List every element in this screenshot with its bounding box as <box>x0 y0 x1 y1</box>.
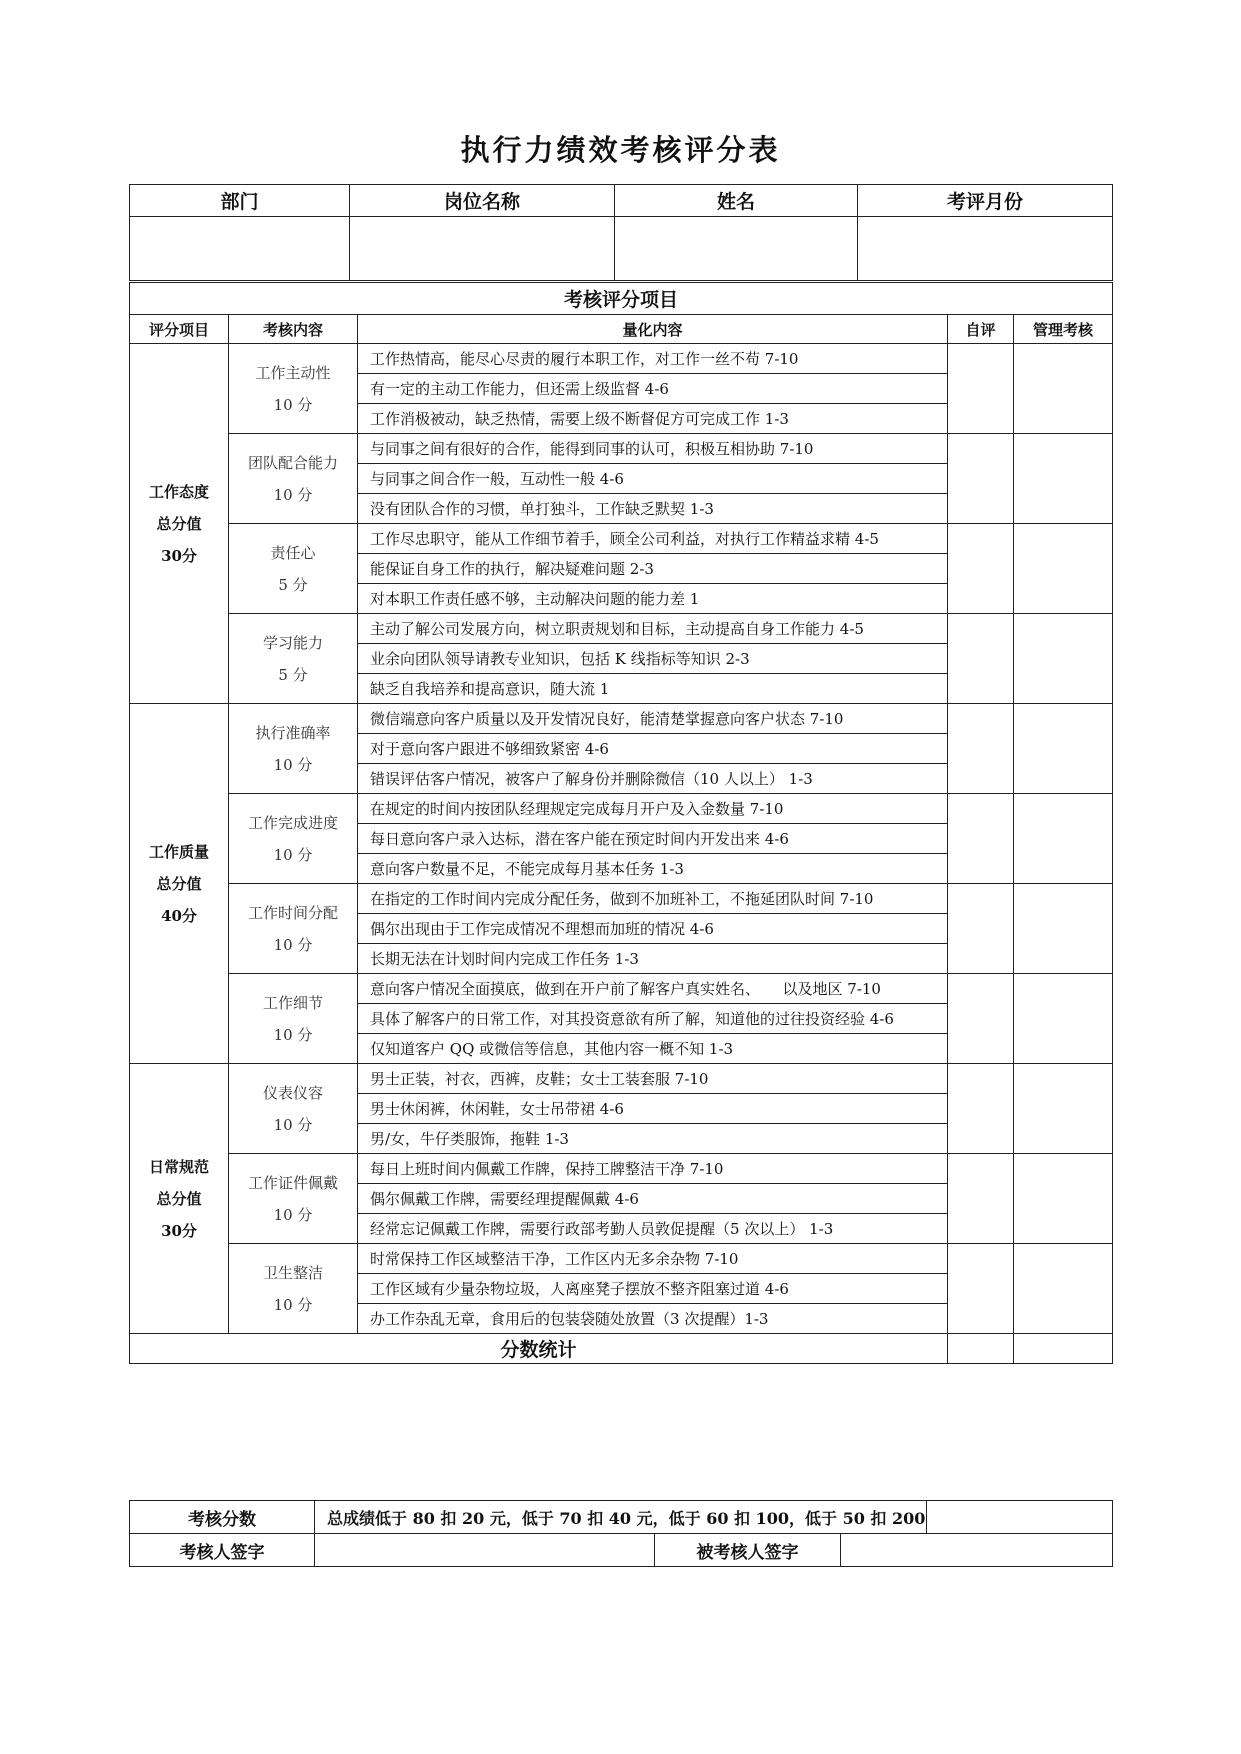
name-header: 姓名 <box>615 185 858 217</box>
self-eval-total-field[interactable] <box>948 1334 1014 1364</box>
subcategory-name: 工作主动性 <box>255 363 331 382</box>
criteria-item: 对于意向客户跟进不够细致紧密 4-6 <box>358 734 948 764</box>
manager-eval-field[interactable] <box>1014 344 1113 434</box>
manager-eval-field[interactable] <box>1014 704 1113 794</box>
criteria-item: 工作区域有少量杂物垃圾，人离座凳子摆放不整齐阻塞过道 4-6 <box>358 1274 948 1304</box>
month-header: 考评月份 <box>858 185 1113 217</box>
criteria-item: 工作热情高，能尽心尽责的履行本职工作，对工作一丝不苟 7-10 <box>358 344 948 374</box>
category-line: 总分值 <box>156 874 202 893</box>
table-row <box>130 1244 1113 1274</box>
table-row <box>130 794 1113 824</box>
criteria-item: 具体了解客户的日常工作，对其投资意欲有所了解，知道他的过往投资经验 4-6 <box>358 1004 948 1034</box>
category-cell <box>130 344 229 704</box>
table-row <box>130 884 1113 914</box>
score-stats-title: 分数统计 <box>130 1334 948 1364</box>
category-line: 日常规范 <box>148 1157 209 1176</box>
subcategory-name: 学习能力 <box>262 633 323 652</box>
self-eval-field[interactable] <box>948 1154 1014 1244</box>
criteria-item: 工作消极被动，缺乏热情，需要上级不断督促方可完成工作 1-3 <box>358 404 948 434</box>
criteria-item: 办工作杂乱无章，食用后的包装袋随处放置（3 次提醒）1-3 <box>358 1304 948 1334</box>
category-line: 工作质量 <box>148 842 209 861</box>
subcategory-name: 仪表仪容 <box>262 1083 323 1102</box>
self-eval-field[interactable] <box>948 704 1014 794</box>
criteria-item: 每日上班时间内佩戴工作牌，保持工牌整洁干净 7-10 <box>358 1154 948 1184</box>
subcategory-score: 10 分 <box>273 845 313 864</box>
subcategory-score: 10 分 <box>273 1205 313 1224</box>
score-label: 考核分数 <box>130 1501 315 1534</box>
criteria-item: 每日意向客户录入达标，潜在客户能在预定时间内开发出来 4-6 <box>358 824 948 854</box>
category-cell <box>130 704 229 1064</box>
category-line: 40分 <box>161 906 197 925</box>
criteria-item: 没有团队合作的习惯，单打独斗，工作缺乏默契 1-3 <box>358 494 948 524</box>
table-row <box>130 1154 1113 1184</box>
criteria-item: 与同事之间有很好的合作，能得到同事的认可，积极互相协助 7-10 <box>358 434 948 464</box>
self-eval-field[interactable] <box>948 344 1014 434</box>
position-header: 岗位名称 <box>350 185 615 217</box>
criteria-item: 意向客户数量不足，不能完成每月基本任务 1-3 <box>358 854 948 884</box>
subcategory-cell <box>229 434 358 524</box>
self-eval-field[interactable] <box>948 434 1014 524</box>
criteria-item: 缺乏自我培养和提高意识，随大流 1 <box>358 674 948 704</box>
subcategory-name: 工作细节 <box>262 993 323 1012</box>
subcategory-cell <box>229 1064 358 1154</box>
subcategory-name: 工作时间分配 <box>247 903 338 922</box>
table-row <box>130 974 1113 1004</box>
self-eval-field[interactable] <box>948 524 1014 614</box>
subcategory-score: 5 分 <box>278 575 308 594</box>
subcategory-score: 10 分 <box>273 1295 313 1314</box>
section-title: 考核评分项目 <box>130 283 1113 315</box>
criteria-item: 主动了解公司发展方向，树立职责规划和目标，主动提高自身工作能力 4-5 <box>358 614 948 644</box>
category-line: 30分 <box>161 1221 197 1240</box>
score-item-header: 评分项目 <box>130 315 229 344</box>
manager-eval-field[interactable] <box>1014 1064 1113 1154</box>
assessee-signature-field[interactable] <box>841 1534 1113 1567</box>
assessee-signature-label: 被考核人签字 <box>655 1534 841 1567</box>
page-title: 执行力绩效考核评分表 <box>460 133 781 167</box>
criteria-item: 男士休闲裤，休闲鞋，女士吊带裙 4-6 <box>358 1094 948 1124</box>
subcategory-name: 执行准确率 <box>255 723 331 742</box>
subcategory-name: 团队配合能力 <box>247 453 338 472</box>
footer-table <box>129 1500 1113 1567</box>
table-row <box>130 614 1113 644</box>
score-field[interactable] <box>927 1501 1113 1534</box>
manager-eval-field[interactable] <box>1014 884 1113 974</box>
subcategory-cell <box>229 614 358 704</box>
manager-eval-header: 管理考核 <box>1014 315 1113 344</box>
category-line: 总分值 <box>156 514 202 533</box>
manager-eval-field[interactable] <box>1014 974 1113 1064</box>
score-table <box>129 282 1113 1364</box>
criteria-item: 时常保持工作区域整洁干净，工作区内无多余杂物 7-10 <box>358 1244 948 1274</box>
assessor-signature-label: 考核人签字 <box>130 1534 315 1567</box>
criteria-item: 在指定的工作时间内完成分配任务，做到不加班补工，不拖延团队时间 7-10 <box>358 884 948 914</box>
subcategory-score: 10 分 <box>273 755 313 774</box>
criteria-item: 与同事之间合作一般，互动性一般 4-6 <box>358 464 948 494</box>
subcategory-cell <box>229 344 358 434</box>
assessment-content-header: 考核内容 <box>229 315 358 344</box>
subcategory-name: 工作完成进度 <box>247 813 338 832</box>
table-row <box>130 434 1113 464</box>
subcategory-cell <box>229 704 358 794</box>
subcategory-name: 工作证件佩戴 <box>247 1173 338 1192</box>
subcategory-score: 10 分 <box>273 1025 313 1044</box>
self-eval-header: 自评 <box>948 315 1014 344</box>
subcategory-cell <box>229 884 358 974</box>
subcategory-cell <box>229 1154 358 1244</box>
subcategory-score: 10 分 <box>273 1115 313 1134</box>
criteria-item: 偶尔佩戴工作牌，需要经理提醒佩戴 4-6 <box>358 1184 948 1214</box>
assessor-signature-field[interactable] <box>315 1534 655 1567</box>
manager-eval-field[interactable] <box>1014 1154 1113 1244</box>
criteria-item: 微信端意向客户质量以及开发情况良好，能清楚掌握意向客户状态 7-10 <box>358 704 948 734</box>
self-eval-field[interactable] <box>948 884 1014 974</box>
position-field[interactable] <box>350 217 615 281</box>
criteria-item: 在规定的时间内按团队经理规定完成每月开户及入金数量 7-10 <box>358 794 948 824</box>
subcategory-score: 10 分 <box>273 395 313 414</box>
subcategory-cell <box>229 794 358 884</box>
quantified-content-header: 量化内容 <box>358 315 948 344</box>
manager-eval-field[interactable] <box>1014 614 1113 704</box>
criteria-item: 意向客户情况全面摸底，做到在开户前了解客户真实姓名、 以及地区 7-10 <box>358 974 948 1004</box>
month-field[interactable] <box>858 217 1113 281</box>
table-row <box>130 344 1113 374</box>
self-eval-field[interactable] <box>948 1244 1014 1334</box>
criteria-item: 业余向团队领导请教专业知识，包括 K 线指标等知识 2-3 <box>358 644 948 674</box>
category-cell <box>130 1064 229 1334</box>
subcategory-score: 5 分 <box>278 665 308 684</box>
subcategory-cell <box>229 1244 358 1334</box>
category-line: 工作态度 <box>148 482 209 501</box>
criteria-item: 长期无法在计划时间内完成工作任务 1-3 <box>358 944 948 974</box>
self-eval-field[interactable] <box>948 794 1014 884</box>
criteria-item: 对本职工作责任感不够，主动解决问题的能力差 1 <box>358 584 948 614</box>
subcategory-score: 10 分 <box>273 935 313 954</box>
department-field[interactable] <box>130 217 350 281</box>
criteria-item: 男/女，牛仔类服饰，拖鞋 1-3 <box>358 1124 948 1154</box>
criteria-item: 有一定的主动工作能力，但还需上级监督 4-6 <box>358 374 948 404</box>
manager-eval-total-field[interactable] <box>1014 1334 1113 1364</box>
criteria-item: 错误评估客户情况，被客户了解身份并删除微信（10 人以上） 1-3 <box>358 764 948 794</box>
self-eval-field[interactable] <box>948 1064 1014 1154</box>
manager-eval-field[interactable] <box>1014 524 1113 614</box>
manager-eval-field[interactable] <box>1014 1244 1113 1334</box>
manager-eval-field[interactable] <box>1014 434 1113 524</box>
category-line: 30分 <box>161 546 197 565</box>
score-rule: 总成绩低于 80 扣 20 元，低于 70 扣 40 元，低于 60 扣 100，低于 50 扣 200 <box>315 1501 927 1534</box>
subcategory-name: 责任心 <box>270 543 316 562</box>
subcategory-name: 卫生整洁 <box>262 1263 323 1282</box>
table-row <box>130 704 1113 734</box>
self-eval-field[interactable] <box>948 614 1014 704</box>
criteria-item: 男士正装，衬衣，西裤，皮鞋；女士工装套服 7-10 <box>358 1064 948 1094</box>
manager-eval-field[interactable] <box>1014 794 1113 884</box>
self-eval-field[interactable] <box>948 974 1014 1064</box>
category-line: 总分值 <box>156 1189 202 1208</box>
criteria-item: 能保证自身工作的执行，解决疑难问题 2-3 <box>358 554 948 584</box>
department-header: 部门 <box>130 185 350 217</box>
table-row <box>130 524 1113 554</box>
subcategory-cell <box>229 974 358 1064</box>
criteria-item: 仅知道客户 QQ 或微信等信息，其他内容一概不知 1-3 <box>358 1034 948 1064</box>
criteria-item: 工作尽忠职守，能从工作细节着手，顾全公司利益，对执行工作精益求精 4-5 <box>358 524 948 554</box>
name-field[interactable] <box>615 217 858 281</box>
table-row <box>130 1064 1113 1094</box>
criteria-item: 偶尔出现由于工作完成情况不理想而加班的情况 4-6 <box>358 914 948 944</box>
info-table <box>129 184 1113 281</box>
criteria-item: 经常忘记佩戴工作牌，需要行政部考勤人员敦促提醒（5 次以上） 1-3 <box>358 1214 948 1244</box>
subcategory-cell <box>229 524 358 614</box>
subcategory-score: 10 分 <box>273 485 313 504</box>
